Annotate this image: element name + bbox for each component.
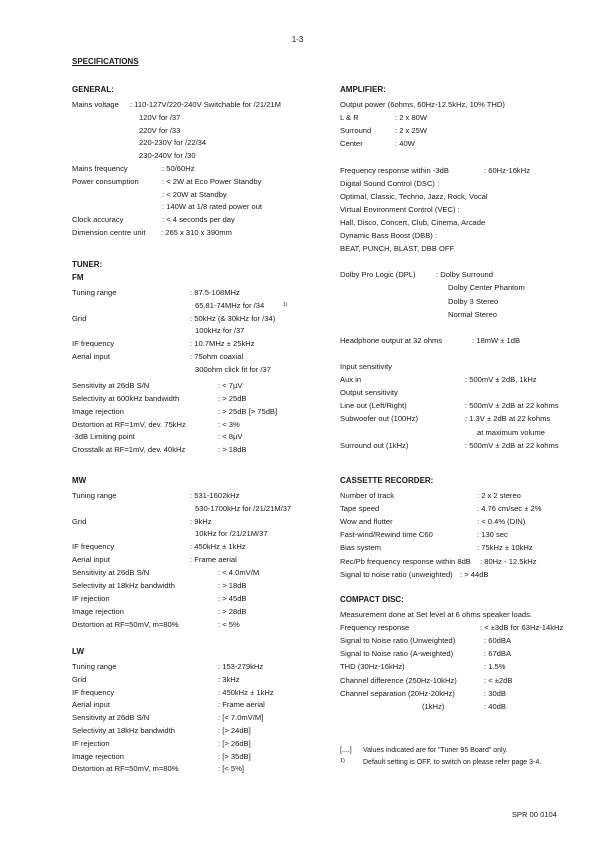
compact-disc-value: : 67dBA: [484, 649, 512, 659]
cassette-value: : > 44dB: [460, 569, 489, 579]
amplifier-label: Frequency response within -3dB: [340, 165, 449, 175]
compact-disc-label: THD (30Hz-16kHz): [340, 662, 405, 672]
cassette-label: Rec/Pb frequency response within 8dB: [340, 556, 471, 566]
fm-value: 100kHz for /37: [195, 326, 245, 336]
cassette-value: : < 0.4% (DIN): [477, 517, 526, 527]
mw-label: Selectivity at 18kHz bandwidth: [72, 581, 175, 591]
fm-value: : < 8µV: [218, 432, 243, 442]
lw-value: : 450kHz ± 1kHz: [218, 687, 274, 697]
compact-disc-label: (1kHz): [422, 701, 445, 711]
compact-disc-value: : < ±3dB for 63Hz-14kHz: [480, 623, 564, 633]
general-value: : < 4 seconds per day: [162, 215, 235, 225]
cassette-label: Number of track: [340, 491, 395, 500]
amplifier-label: Surround: [340, 126, 372, 136]
fm-heading: FM: [72, 273, 84, 282]
lw-value: : [< 7.0mV/M]: [218, 713, 264, 723]
fm-value: : < 3%: [218, 419, 240, 429]
mw-value: : 531-1602kHz: [190, 491, 240, 500]
lw-label: Selectivity at 18kHz bandwidth: [72, 726, 175, 735]
amplifier-label: Digital Sound Control (DSC) :: [340, 178, 440, 188]
amplifier-label: Input sensitivity: [340, 362, 392, 371]
mw-label: IF rejection: [72, 593, 110, 603]
amplifier-label: Output sensitivity: [340, 388, 398, 398]
cassette-label: Tape speed: [340, 504, 380, 514]
amplifier-label: Center: [340, 139, 363, 149]
mw-value: : 9kHz: [190, 516, 212, 526]
amplifier-label: Optimal, Classic, Techno, Jazz, Rock, Vocal: [340, 191, 488, 201]
tuner-heading: TUNER:: [72, 260, 103, 269]
mw-value: : > 28dB: [218, 606, 247, 616]
mw-value: 530-1700kHz for /21/21M/37: [195, 503, 292, 513]
amplifier-value: at maximum volume: [477, 427, 545, 437]
general-label: Mains frequency: [72, 164, 128, 173]
mw-label: Aerial input: [72, 555, 110, 564]
amplifier-label: Aux in: [340, 375, 362, 385]
amplifier-label: Hall, Disco, Concert, Club, Cinema, Arcade: [340, 217, 486, 227]
amplifier-value: Dolby Center Phantom: [448, 283, 525, 293]
note-text: Values indicated are for "Tuner 95 Board" only.: [363, 747, 508, 754]
fm-value: 300ohm click fit for /37: [195, 364, 271, 374]
cassette-value: : 4.76 cm/sec ± 2%: [477, 504, 542, 514]
amplifier-value: : Dolby Surround: [436, 270, 493, 280]
lw-value: : [> 24dB]: [218, 726, 251, 735]
amplifier-value: : 1.3V ± 2dB at 22 kohms: [465, 414, 551, 424]
mw-label: IF frequency: [72, 542, 115, 552]
general-value: 230-240V for /30: [139, 151, 196, 161]
amplifier-label: Dynamic Bass Boost (DBB) :: [340, 231, 438, 240]
fm-value: 65.81-74MHz for /34: [195, 300, 265, 310]
fm-value: : 10.7MHz ± 25kHz: [190, 339, 255, 349]
general-label: Clock accuracy: [72, 215, 124, 225]
general-value: : < 2W at Eco Power Standby: [162, 176, 262, 186]
lw-label: Image rejection: [72, 751, 124, 761]
amplifier-value: : 500mV ± 2dB at 22 kohms: [465, 401, 559, 411]
compact-disc-label: Measurement done at Set level at 6 ohms speaker loads.: [340, 610, 533, 619]
mw-value: : > 45dB: [218, 593, 247, 603]
compact-disc-label: Signal to Noise ratio (A-weighted): [340, 649, 454, 659]
fm-label: Aerial input: [72, 352, 110, 361]
amplifier-value: : 2 x 80W: [395, 113, 428, 123]
cassette-value: : 75kHz ± 10kHz: [477, 543, 533, 553]
note-marker: [....]: [340, 747, 352, 754]
compact-disc-label: Frequency response: [340, 623, 410, 633]
fm-value: : > 18dB: [218, 445, 247, 455]
fm-label: Distortion at RF=1mV, dev. 75kHz: [72, 419, 186, 429]
mw-heading: MW: [72, 476, 87, 485]
mw-label: Grid: [72, 516, 87, 526]
amplifier-value: : 500mV ± 2dB, 1kHz: [465, 375, 537, 385]
fm-value: : > 25dB: [218, 393, 247, 403]
fm-label: Image rejection: [72, 406, 124, 416]
general-value: 220-230V for /22/34: [139, 138, 207, 148]
amplifier-value: : 18mW ± 1dB: [472, 335, 521, 345]
note-marker: 1): [340, 758, 345, 765]
cassette-heading: CASSETTE RECORDER:: [340, 476, 434, 485]
mw-value: : < 4.0mV/M: [218, 568, 260, 578]
compact-disc-value: : 1.5%: [484, 662, 506, 672]
amplifier-value: Dolby 3 Stereo: [448, 296, 499, 306]
general-value: 120V for /37: [139, 112, 181, 122]
compact-disc-value: : 30dB: [484, 688, 506, 698]
amplifier-label: Virtual Environment Control (VEC) :: [340, 204, 460, 214]
page-title: SPECIFICATIONS: [72, 57, 139, 66]
fm-label: IF frequency: [72, 339, 115, 349]
fm-value: : 75ohm coaxial: [190, 352, 244, 361]
lw-label: Aerial input: [72, 700, 110, 710]
lw-label: Distortion at RF=50mV, m=80%: [72, 764, 179, 774]
fm-label: Crosstalk at RF=1mV, dev. 40kHz: [72, 445, 186, 455]
lw-value: : 153-279kHz: [218, 662, 264, 671]
amplifier-label: Line out (Left/Right): [340, 401, 407, 411]
amplifier-label: Subwoofer out (100Hz): [340, 414, 419, 424]
fm-label: Selectivity at 600kHz bandwidth: [72, 393, 180, 403]
fm-label: Tuning range: [72, 288, 117, 297]
amplifier-label: Output power (6ohms, 60Hz-12.5kHz, 10% THD): [340, 100, 505, 109]
mw-value: : Frame aerial: [190, 555, 237, 564]
amplifier-value: : 500mV ± 2dB at 22 kohms: [465, 440, 559, 450]
general-value: : 140W at 1/8 rated power out: [162, 202, 263, 212]
document-code: SPR 00 0104: [511, 810, 557, 820]
mw-label: Sensitivity at 26dB S/N: [72, 568, 150, 578]
compact-disc-label: Signal to Noise ratio (Unweighted): [340, 636, 456, 646]
cassette-value: : 80Hz - 12.5kHz: [480, 556, 537, 566]
mw-value: 10kHz for /21/21M/37: [195, 529, 268, 539]
compact-disc-value: : < ±2dB: [484, 675, 513, 685]
amplifier-value: : 60Hz-16kHz: [484, 165, 531, 175]
amplifier-heading: AMPLIFIER:: [340, 85, 386, 94]
general-heading: GENERAL:: [72, 85, 114, 94]
compact-disc-label: Channel difference (250Hz-10kHz): [340, 675, 457, 685]
lw-label: IF rejection: [72, 738, 110, 748]
general-value: : < 20W at Standby: [162, 189, 227, 199]
lw-heading: LW: [72, 647, 84, 656]
mw-label: Tuning range: [72, 491, 117, 500]
general-label: Power consumption: [72, 176, 139, 186]
general-label: Dimension centre unit: [72, 228, 146, 237]
mw-value: : > 18dB: [218, 581, 247, 591]
compact-disc-value: : 40dB: [484, 701, 506, 711]
lw-label: Tuning range: [72, 662, 117, 671]
mw-value: : < 5%: [218, 619, 240, 629]
mw-label: Distortion at RF=50mV, m=80%: [72, 619, 179, 629]
lw-label: Sensitivity at 26dB S/N: [72, 713, 150, 723]
compact-disc-label: Channel separation (20Hz-20kHz): [340, 688, 455, 698]
compact-disc-value: : 60dBA: [484, 636, 512, 646]
fm-value: : > 25dB [> 75dB]: [218, 406, 278, 416]
lw-value: : 3kHz: [218, 674, 240, 684]
amplifier-value: : 40W: [395, 139, 415, 149]
general-label: Mains voltage: [72, 100, 119, 109]
amplifier-label: Surround out (1kHz): [340, 440, 409, 450]
lw-label: Grid: [72, 674, 87, 684]
cassette-value: : 130 sec: [477, 530, 508, 540]
lw-value: : Frame aerial: [218, 700, 265, 710]
cassette-label: Wow and flutter: [340, 517, 393, 527]
general-value: 220V for /33: [139, 125, 181, 135]
general-value: : 265 x 310 x 390mm: [161, 228, 232, 237]
lw-value: : [> 26dB]: [218, 738, 251, 748]
amplifier-label: L & R: [340, 113, 359, 123]
compact-disc-heading: COMPACT DISC:: [340, 595, 404, 604]
cassette-label: Fast-wind/Rewind time C60: [340, 530, 433, 540]
mw-label: Image rejection: [72, 606, 124, 616]
note-text: Default setting is OFF, to switch on please refer page 3-4.: [363, 759, 542, 767]
fm-value: : < 7µV: [218, 381, 243, 391]
amplifier-value: : 2 x 25W: [395, 126, 428, 136]
general-value: : 50/60Hz: [162, 164, 195, 173]
fm-value: : 50kHz (& 30kHz for /34): [190, 313, 276, 323]
fm-label: Grid: [72, 313, 87, 323]
general-value: : 110-127V/220-240V Switchable for /21/21M: [130, 100, 281, 109]
amplifier-label: Headphone output at 32 ohms: [340, 335, 443, 345]
footnote-marker: 1): [283, 301, 288, 308]
lw-value: : [> 35dB]: [218, 751, 251, 761]
fm-label: -3dB Limiting point: [72, 432, 135, 442]
mw-value: : 450kHz ± 1kHz: [190, 542, 246, 552]
amplifier-label: Dolby Pro Logic (DPL): [340, 270, 416, 280]
fm-label: Sensitivity at 26dB S/N: [72, 381, 150, 391]
amplifier-label: BEAT, PUNCH, BLAST, DBB OFF: [340, 244, 455, 254]
amplifier-value: Normal Stereo: [448, 309, 497, 319]
cassette-label: Bias system: [340, 543, 381, 553]
fm-value: : 87.5-108MHz: [190, 288, 240, 297]
lw-label: IF frequency: [72, 687, 115, 697]
page-number: 1-3: [291, 35, 304, 44]
lw-value: : [< 5%]: [218, 764, 244, 774]
cassette-value: : 2 x 2 stereo: [477, 491, 521, 500]
cassette-label: Signal to noise ratio (unweighted): [340, 569, 453, 579]
